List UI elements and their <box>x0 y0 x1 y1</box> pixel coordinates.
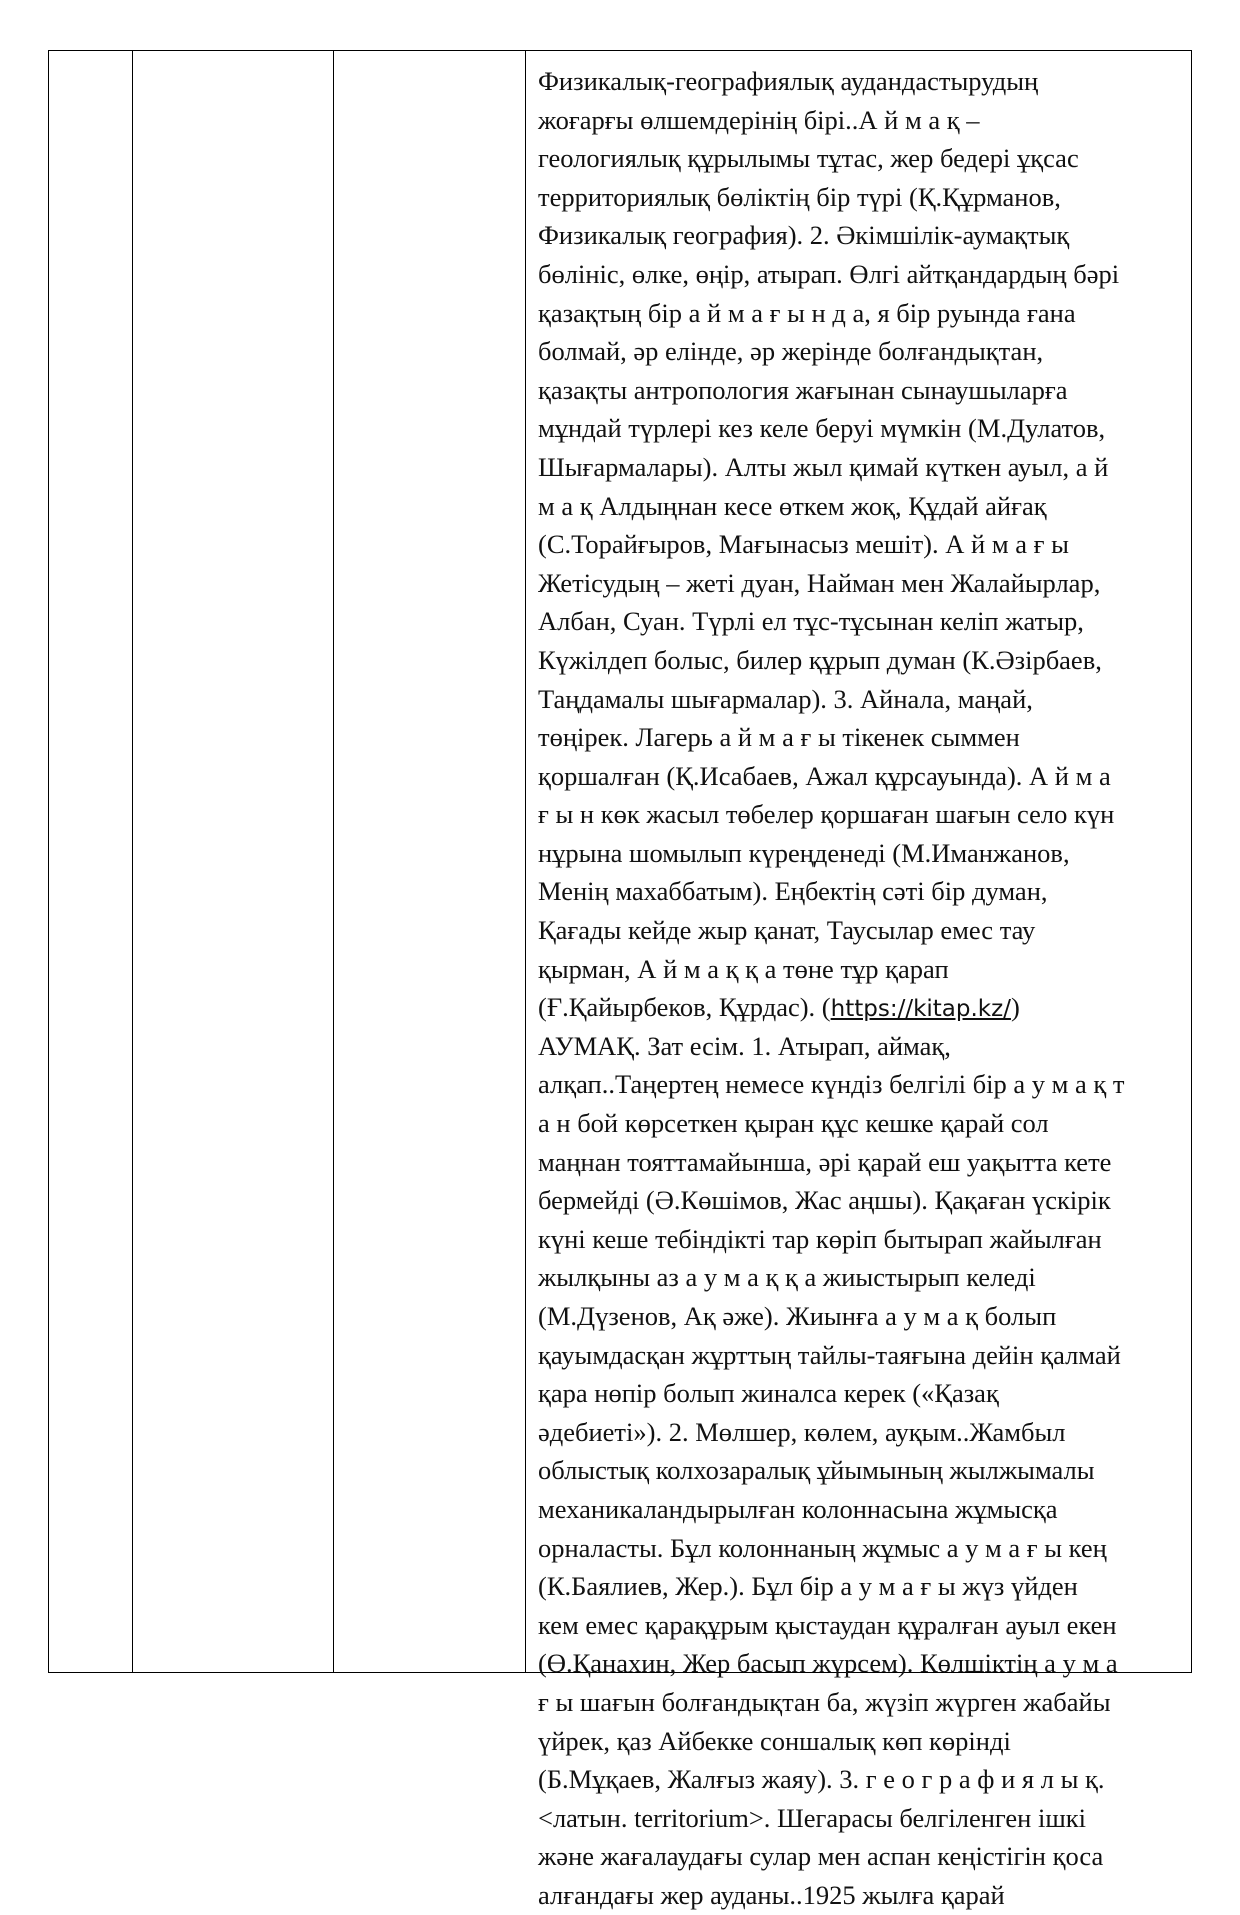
text-line: бермейді (Ә.Көшімов, Жас аңшы). Қақаған үскірік <box>538 1185 1111 1216</box>
text-line: (Б.Мұқаев, Жалғыз жаяу). 3. г е о г р а ф и я л ы қ. <box>538 1764 1105 1795</box>
text-line: төңірек. Лагерь а й м а ғ ы тікенек сыммен <box>538 722 1020 753</box>
text-line: (С.Торайғыров, Мағынасыз мешіт). А й м а ғ ы <box>538 529 1069 560</box>
text-line: Күжілдеп болыс, билер құрып думан (К.Әзірбаев, <box>538 644 1102 675</box>
table-cell-empty-3 <box>334 51 526 1672</box>
text-line: болмай, әр елінде, әр жерінде болғандықтан, <box>538 336 1044 367</box>
text-line: (К.Баялиев, Жер.). Бұл бір а у м а ғ ы жүз үйден <box>538 1571 1078 1602</box>
text-line: үйрек, қаз Айбекке соншалық көп көрінді <box>538 1725 1011 1756</box>
text-line: Қағады кейде жыр қанат, Таусылар емес тау <box>538 915 1036 946</box>
text-line: территориялық бөліктің бір түрі (Қ.Құрманов, <box>538 181 1061 212</box>
text-line: (Ө.Қанахин, Жер басып жүрсем). Көлшіктің а у м а <box>538 1648 1118 1679</box>
text-line: Албан, Суан. Түрлі ел тұс-тұсынан келіп жатыр, <box>538 606 1084 637</box>
text-line: қоршалған (Қ.Исабаев, Ажал құрсауында). А й м а <box>538 760 1111 791</box>
text-line: мұндай түрлері кез келе беруі мүмкін (М.Дулатов, <box>538 413 1106 444</box>
text-line: ғ ы н көк жасыл төбелер қоршаған шағын село күн <box>538 799 1115 830</box>
text-line: қауымдасқан жұрттың тайлы-таяғына дейін қалмай <box>538 1339 1121 1370</box>
text-line: нұрына шомылып күреңденеді (М.Иманжанов, <box>538 837 1070 868</box>
text-line: ғ ы шағын болғандықтан ба, жүзіп жүрген жабайы <box>538 1686 1111 1717</box>
text-line: күні кеше тебіндікті тар көріп бытырап жайылған <box>538 1223 1102 1254</box>
text-line: қазақты антропология жағынан сынаушыларға <box>538 374 1068 405</box>
text-line: облыстық колхозаралық ұйымының жылжымалы <box>538 1455 1095 1486</box>
citation-line <box>538 988 1181 1027</box>
text-line: механикаландырылған колоннасына жұмысқа <box>538 1493 1058 1524</box>
text-line: бөлініс, өлке, өңір, атырап. Өлгі айтқандардың бәрі <box>538 258 1120 289</box>
text-line: жылқыны аз а у м а қ қ а жиыстырып келеді <box>538 1262 1036 1293</box>
text-line: Таңдамалы шығармалар). 3. Айнала, маңай, <box>538 683 1033 714</box>
text-line: Менің махаббатым). Еңбектің сәті бір думан, <box>538 876 1048 907</box>
text-line: м а қ Алдыңнан кесе өткем жоқ, Құдай айғақ <box>538 490 1047 521</box>
table-cell-text <box>526 51 1191 1910</box>
text-line: Шығармалары). Алты жыл қимай күткен ауыл, а й <box>538 451 1109 482</box>
text-line: АУМАҚ. Зат есім. 1. Атырап, аймақ, <box>538 1030 951 1061</box>
text-line: алғандағы жер ауданы..1925 жылға қарай <box>538 1879 1005 1910</box>
table-cell-empty-2 <box>133 51 334 1672</box>
text-line: қазақтың бір а й м а ғ ы н д а, я бір руында ғана <box>538 297 1076 328</box>
table-cell-empty-1 <box>49 51 133 1672</box>
text-line: Физикалық география). 2. Әкімшілік-аумақтық <box>538 220 1070 251</box>
text-line: және жағалаудағы сулар мен аспан кеңістігін қоса <box>538 1841 1104 1872</box>
text-line: геологиялық құрылымы тұтас, жер бедері ұқсас <box>538 143 1079 174</box>
text-line: әдебиеті»). 2. Мөлшер, көлем, ауқым..Жамбыл <box>538 1416 1066 1447</box>
text-line: алқап..Таңертең немесе күндіз белгілі бір а у м а қ т <box>538 1069 1125 1100</box>
citation-prefix: (Ғ.Қайырбеков, Құрдас). ( <box>538 992 831 1023</box>
text-line: жоғарғы өлшемдерінің бірі..А й м а қ – <box>538 104 980 135</box>
citation-suffix: ) <box>1010 992 1020 1023</box>
text-line: (М.Дүзенов, Ақ әже). Жиынға а у м а қ болып <box>538 1301 1057 1331</box>
text-block-aumaq <box>538 1027 1181 1915</box>
text-line: кем емес қарақұрым қыстаудан құралған ауыл екен <box>538 1609 1117 1640</box>
text-line: қырман, А й м а қ қ а төне тұр қарап <box>538 953 949 984</box>
text-line: маңнан тояттамайынша, әрі қарай еш уақытта кете <box>538 1146 1112 1177</box>
text-line: Физикалық-географиялық аудандастырудың <box>538 66 1039 96</box>
text-line: орналасты. Бұл колоннаның жұмыс а у м а ғ ы кең <box>538 1532 1107 1563</box>
kitap-link[interactable]: https://kitap.kz/ <box>830 996 1011 1023</box>
document-table <box>48 50 1192 1910</box>
text-line: қара нөпір болып жиналса керек («Қазақ <box>538 1378 999 1409</box>
text-line: <латын. territorium>. Шегарасы белгіленген ішкі <box>538 1802 1086 1833</box>
text-line: а н бой көрсеткен қыран құс кешке қарай сол <box>538 1108 1049 1139</box>
text-line: Жетісудың – жеті дуан, Найман мен Жалайырлар, <box>538 567 1101 598</box>
text-block-aimaq <box>538 62 1181 988</box>
